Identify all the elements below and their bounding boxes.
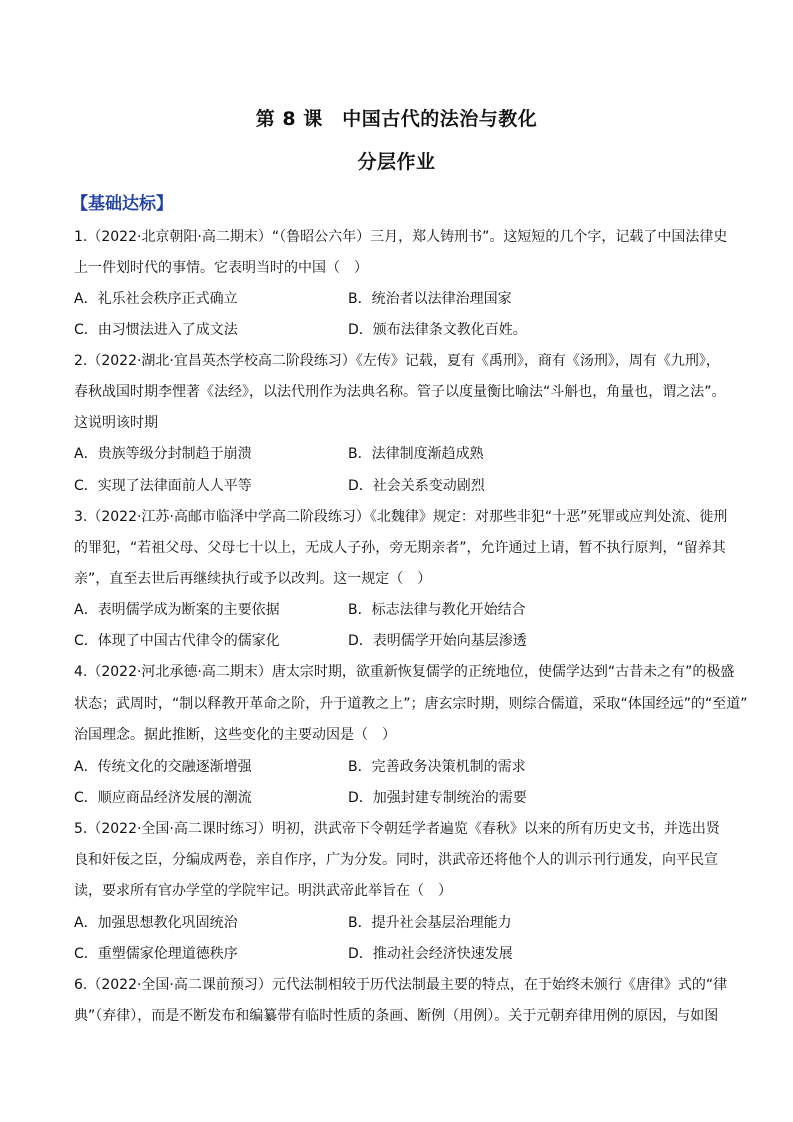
section-heading: 【基础达标】 — [71, 194, 173, 214]
option-d: D．加强封建专制统治的需要 — [348, 790, 527, 806]
option-a: A．贵族等级分封制趋于崩溃 — [74, 446, 252, 462]
question-text-line: 上一件划时代的事情。它表明当时的中国（ ） — [74, 260, 368, 276]
question-text-line: 5.（2022·全国·高二课时练习）明初，洪武帝下令朝廷学者遍览《春秋》以来的所有历史文书，并选出贤 — [74, 821, 720, 837]
option-c: C．由习惯法进入了成文法 — [74, 322, 238, 338]
question-text-line: 这说明该时期 — [74, 415, 158, 431]
question-text-line: 治国理念。据此推断，这些变化的主要动因是（ ） — [74, 727, 396, 743]
question-text-line: 良和奸佞之臣，分编成两卷，亲自作序，广为分发。同时，洪武帝还将他个人的训示刊行通发，向平民宣 — [74, 852, 718, 868]
option-b: B．法律制度渐趋成熟 — [348, 446, 484, 462]
question-text-line: 4.（2022·河北承德·高二期末）唐太宗时期，欲重新恢复儒学的正统地位，使儒学达到“古昔未之有”的极盛 — [74, 664, 735, 680]
option-a: A．加强思想教化巩固统治 — [74, 915, 238, 931]
option-d: D．推动社会经济快速发展 — [348, 946, 513, 962]
question-text-line: 读，要求所有官办学堂的学院牢记。明洪武帝此举旨在（ ） — [74, 883, 452, 899]
question-text-line: 春秋战国时期李悝著《法经》，以法代刑作为法典名称。管子以度量衡比喻法“斗斛也，角量也，谓之法”。 — [74, 384, 726, 400]
option-c: C．重塑儒家伦理道德秩序 — [74, 946, 238, 962]
option-c: C．实现了法律面前人人平等 — [74, 478, 252, 494]
question-text-line: 2.（2022·湖北·宜昌英杰学校高二阶段练习）《左传》记载，夏有《禹刑》，商有《汤刑》，周有《九刑》， — [74, 353, 720, 369]
option-b: B．完善政务决策机制的需求 — [348, 759, 526, 775]
option-d: D．颁布法律条文教化百姓。 — [348, 322, 527, 338]
option-b: B．提升社会基层治理能力 — [348, 915, 512, 931]
option-b: B．标志法律与教化开始结合 — [348, 602, 526, 618]
question-text-line: 状态；武周时，“制以释教开革命之阶，升于道教之上”；唐玄宗时期，则综合儒道，采取“体国经远”的“至道” — [74, 696, 748, 712]
question-text-line: 的罪犯，“若祖父母、父母七十以上，无成人子孙，旁无期亲者”，允许通过上请，暂不执行原判，“留养其 — [74, 540, 726, 556]
option-d: D．表明儒学开始向基层渗透 — [348, 633, 527, 649]
question-text-line: 1.（2022·北京朝阳·高二期末）“（鲁昭公六年）三月，郑人铸刑书”。这短短的几个字，记载了中国法律史 — [74, 229, 728, 245]
option-c: C．顺应商品经济发展的潮流 — [74, 790, 252, 806]
question-text-line: 3.（2022·江苏·高邮市临泽中学高二阶段练习）《北魏律》规定：对那些非犯“十恶”死罪或应判处流、徙刑 — [74, 509, 728, 525]
question-text-line: 亲”，直至去世后再继续执行或予以改判。这一规定（ ） — [74, 571, 432, 587]
option-d: D．社会关系变动剧烈 — [348, 478, 485, 494]
option-c: C．体现了中国古代律令的儒家化 — [74, 633, 280, 649]
option-a: A．传统文化的交融逐渐增强 — [74, 759, 252, 775]
page-subtitle: 分层作业 — [357, 151, 436, 173]
question-text-line: 典”（弃律），而是不断发布和编纂带有临时性质的条画、断例（用例）。关于元朝弃律用例的原因，与如图 — [74, 1008, 719, 1024]
option-b: B．统治者以法律治理国家 — [348, 291, 512, 307]
option-a: A．表明儒学成为断案的主要依据 — [74, 602, 280, 618]
option-a: A．礼乐社会秩序正式确立 — [74, 291, 238, 307]
page-title: 第 8 课 中国古代的法治与教化 — [255, 108, 538, 130]
question-text-line: 6.（2022·全国·高二课前预习）元代法制相较于历代法制最主要的特点，在于始终未颁行《唐律》式的“律 — [74, 977, 728, 993]
